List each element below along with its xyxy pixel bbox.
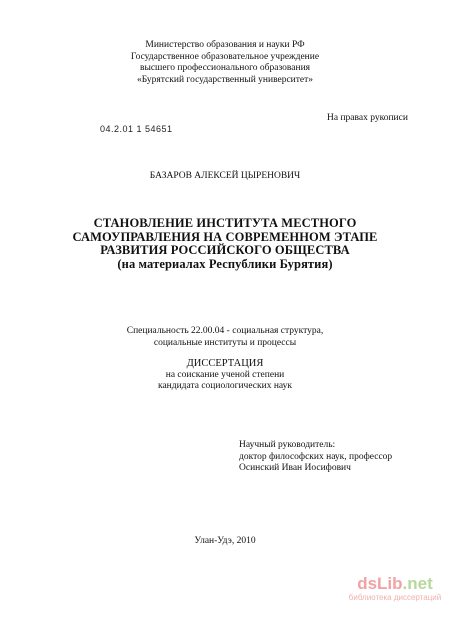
- manuscript-rights-note: На правах рукописи: [327, 113, 408, 123]
- ministry-line: Государственное образовательное учреждение: [130, 51, 320, 62]
- specialty: [0, 326, 450, 349]
- supervisor-line: доктор философских наук, профессор: [239, 451, 393, 462]
- title-line: РАЗВИТИЯ РОССИЙСКОГО ОБЩЕСТВА: [100, 243, 350, 257]
- ministry-line: Министерство образования и науки РФ: [145, 40, 305, 50]
- degree-line: кандидата социологических наук: [157, 381, 293, 391]
- specialty-line: Специальность 22.00.04 - социальная структура,: [126, 326, 324, 336]
- watermark-logo: [345, 575, 445, 593]
- city-year: [0, 536, 450, 548]
- degree-block: [0, 358, 450, 393]
- archive-stamp: 04.2.01 1 54651: [100, 124, 173, 134]
- ministry-header: [0, 40, 450, 86]
- supervisor-line: Научный руководитель:: [239, 440, 336, 450]
- author-name-text: БАЗАРОВ АЛЕКСЕЙ ЦЫРЕНОВИЧ: [149, 171, 301, 181]
- city-year-text: Улан-Удэ, 2010: [194, 536, 256, 546]
- scientific-supervisor: [239, 440, 392, 475]
- title-line: САМОУПРАВЛЕНИЯ НА СОВРЕМЕННОМ ЭТАПЕ: [72, 229, 378, 244]
- degree-line: на соискание ученой степени: [165, 369, 285, 380]
- title-subtitle: (на материалах Республики Бурятия): [117, 256, 333, 271]
- author-name: [0, 171, 450, 183]
- ministry-line: высшего профессионального образования: [139, 63, 311, 73]
- dissertation-title: [0, 217, 450, 271]
- title-line: СТАНОВЛЕНИЕ ИНСТИТУТА МЕСТНОГО: [93, 216, 357, 230]
- watermark-logo-accent: .net: [402, 574, 433, 593]
- specialty-line: социальные институты и процессы: [153, 337, 297, 348]
- degree-heading: ДИССЕРТАЦИЯ: [186, 358, 264, 369]
- watermark-logo-main: dsLib: [357, 574, 403, 593]
- ministry-line: «Бурятский государственный университет»: [136, 74, 314, 85]
- supervisor-line: Осинский Иван Иосифович: [239, 463, 351, 473]
- site-watermark: [345, 575, 445, 603]
- watermark-subtitle: библиотека диссертаций: [348, 593, 442, 602]
